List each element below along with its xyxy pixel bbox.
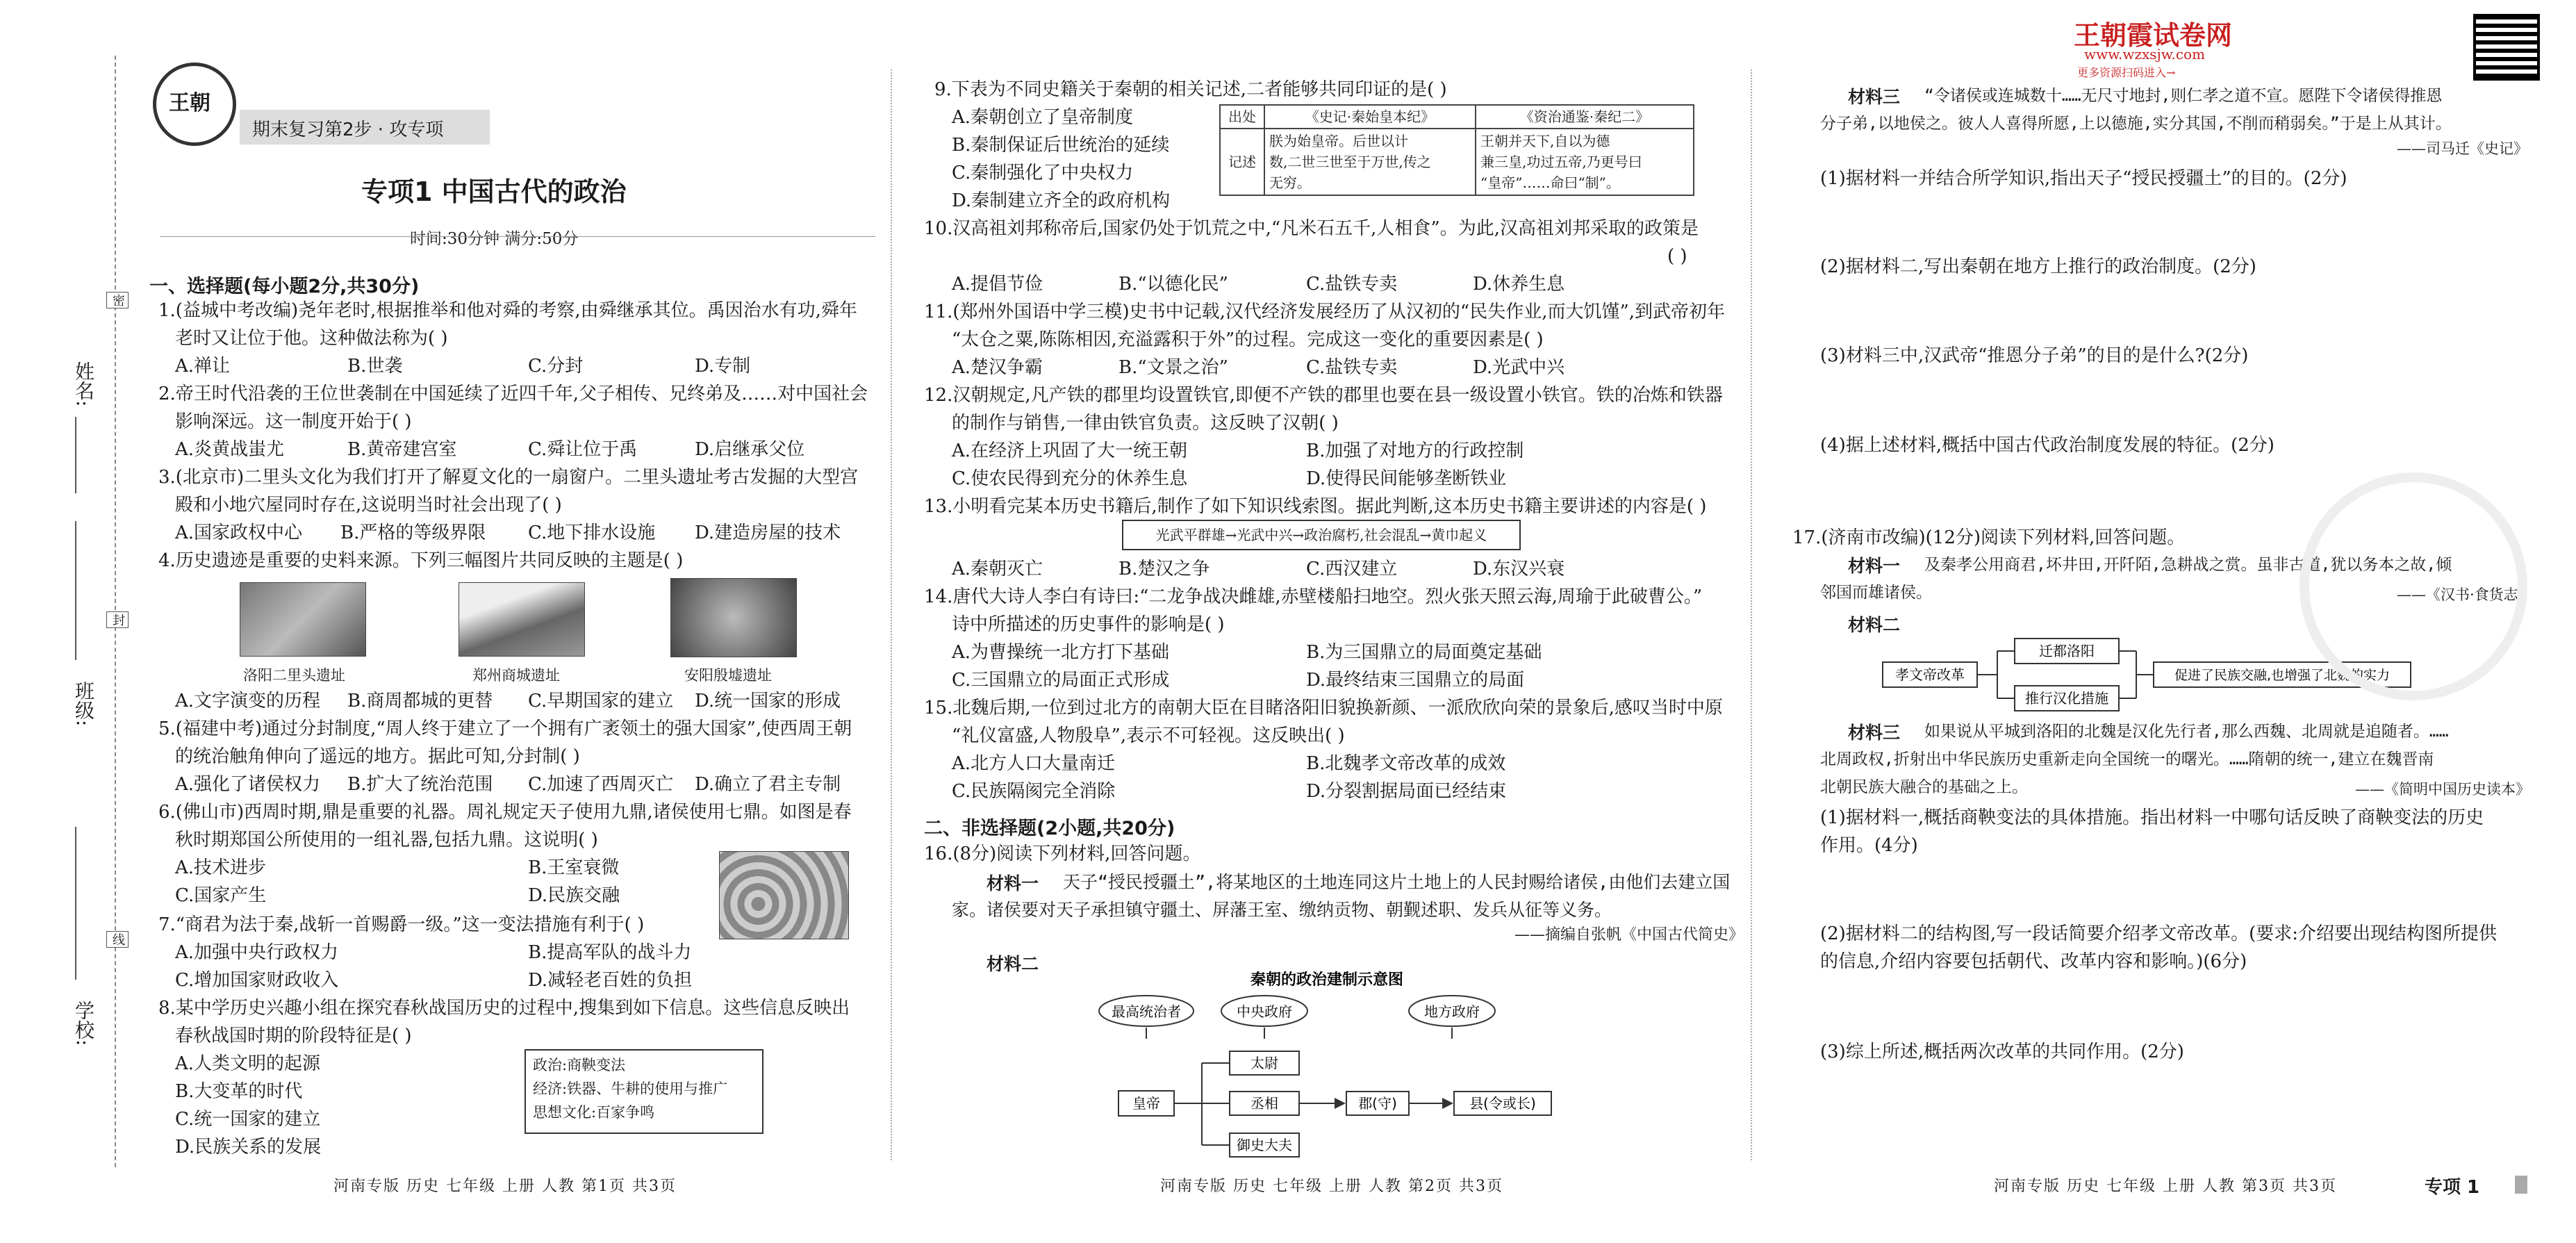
footer-page-2: 河南专版 历史 七年级 上册 人教 第2页 共3页	[1160, 1178, 1503, 1195]
q14-option-c[interactable]: C.三国鼎立的局面正式形成	[952, 670, 1170, 691]
q4-option-c[interactable]: C.早期国家的建立	[528, 691, 674, 711]
q17-ask-1-line1: (1)据材料一,概括商鞅变法的具体措施。指出材料一中哪句话反映了商鞅变法的历史	[1820, 807, 2484, 828]
class-field-blank[interactable]	[75, 521, 76, 660]
q9-source-table	[1219, 104, 1694, 196]
q8-option-c[interactable]: C.统一国家的建立	[175, 1109, 321, 1130]
reform-branch-right	[2119, 651, 2154, 698]
q13-option-a[interactable]: A.秦朝灭亡	[952, 559, 1043, 579]
class-field-label: 班级:	[72, 681, 95, 727]
q9-table-header-shiji: 《史记·秦始皇本纪》	[1264, 105, 1476, 129]
q11-line1: 11.(郑州外国语中学三模)史书中记载,汉代经济发展经历了从汉初的“民失作业,而大饥馑”,到武帝初年	[924, 302, 1726, 322]
q16-material1-label: 材料一	[986, 873, 1039, 894]
qr-code-icon[interactable]	[2473, 14, 2540, 81]
reform-branch-left	[1977, 651, 2015, 698]
q13-option-b[interactable]: B.楚汉之争	[1118, 559, 1210, 579]
q17-ask-2-line1: (2)据材料二的结构图,写一段话简要介绍孝文帝改革。(要求:介绍要出现结构图所提供	[1820, 923, 2497, 944]
q7-option-d[interactable]: D.减轻老百姓的负担	[528, 970, 693, 991]
q2-line1: 2.帝王时代沿袭的王位世袭制在中国延续了近四千年,父子相传、兄终弟及……对中国社会	[158, 384, 868, 404]
q10-line2: ( )	[1667, 246, 1687, 267]
ding-set-image	[719, 851, 849, 939]
reform-mid1: 迁都洛阳	[2039, 643, 2095, 659]
q6-option-d[interactable]: D.民族交融	[528, 885, 620, 906]
q12-option-d[interactable]: D.使得民间能够垄断铁业	[1306, 468, 1507, 489]
node-central-gov: 中央政府	[1237, 1003, 1292, 1020]
q15-line1: 15.北魏后期,一位到过北方的南朝大臣在目睹洛阳旧貌换新颜、一派欣欣向荣的景象后,感叹当时中原	[924, 698, 1723, 718]
q9-option-b[interactable]: B.秦制保证后世统治的延续	[952, 135, 1170, 156]
q9-table-cell-shiji	[1264, 129, 1476, 195]
q9-shiji-line3: 无穷。	[1269, 174, 1311, 191]
node-jun: 郡(守)	[1358, 1095, 1397, 1112]
q16-material1-line1: 天子“授民授疆土”,将某地区的土地连同这片土地上的人民封赐给诸侯,由他们去建立国	[1063, 872, 1731, 892]
q13-option-c[interactable]: C.西汉建立	[1306, 559, 1398, 579]
q8-option-a[interactable]: A.人类文明的起源	[175, 1053, 321, 1074]
zhengzhou-site-image	[459, 582, 585, 657]
q8-box-line1: 政治:商鞅变法	[533, 1057, 626, 1073]
brand-tag: 更多资源扫码进入→	[2077, 66, 2176, 79]
watermark-seal	[2300, 472, 2527, 700]
q17-material3-line3: 北朝民族大融合的基础之上。	[1820, 778, 2028, 796]
q16-material3-line1: “令诸侯或连城数十……无尺寸地封,则仁孝之道不宣。愿陛下令诸侯得推恩	[1924, 87, 2443, 105]
q3-line2: 殿和小地穴屋同时存在,这说明当时社会出现了( )	[175, 495, 562, 516]
q12-option-a[interactable]: A.在经济上巩固了大一统王朝	[952, 441, 1188, 461]
q15-option-d[interactable]: D.分裂割据局面已经结束	[1306, 781, 1507, 802]
q12-option-c[interactable]: C.使农民得到充分的休养生息	[952, 468, 1188, 489]
q9-option-c[interactable]: C.秦制强化了中央权力	[952, 163, 1134, 183]
q16-ask-4: (4)据上述材料,概括中国古代政治制度发展的特征。(2分)	[1820, 435, 2274, 456]
school-field-blank[interactable]	[75, 827, 76, 980]
q17-material3-source: ——《简明中国历史读本》	[2355, 781, 2530, 798]
q15-option-a[interactable]: A.北方人口大量南迁	[952, 753, 1116, 774]
q3-option-c[interactable]: C.地下排水设施	[528, 522, 656, 543]
q10-option-b[interactable]: B.“以德化民”	[1118, 274, 1228, 295]
title-rule	[160, 236, 875, 237]
step-banner-text: 期末复习第2步 · 攻专项	[252, 120, 444, 140]
q3-line1: 3.(北京市)二里头文化为我们打开了解夏文化的一扇窗户。二里头遗址考古发掘的大型宫	[158, 467, 859, 488]
q4-caption-3: 安阳殷墟遗址	[684, 667, 772, 684]
q5-option-c[interactable]: C.加速了西周灭亡	[528, 774, 674, 795]
q5-line2: 的统治触角伸向了遥远的地方。据此可知,分封制( )	[175, 746, 580, 767]
erlitou-site-image	[240, 582, 366, 657]
footer-page-3: 河南专版 历史 七年级 上册 人教 第3页 共3页	[1994, 1178, 2337, 1195]
q13-option-d[interactable]: D.东汉兴衰	[1473, 559, 1565, 579]
q17-material1-line2: 邻国而雄诸侯。	[1820, 584, 1932, 602]
q5-option-a[interactable]: A.强化了诸侯权力	[175, 774, 321, 795]
q8-option-d[interactable]: D.民族关系的发展	[175, 1137, 322, 1158]
reform-right: 促进了民族交融,也增强了北魏的实力	[2174, 668, 2391, 683]
q10-option-c[interactable]: C.盐铁专卖	[1306, 274, 1398, 295]
footer-page-1: 河南专版 历史 七年级 上册 人教 第1页 共3页	[333, 1178, 677, 1195]
q17-material1-line1: 及秦孝公用商君,坏井田,开阡陌,急耕战之赏。虽非古道,犹以务本之故,倾	[1924, 556, 2452, 574]
q4-option-a[interactable]: A.文字演变的历程	[175, 691, 321, 711]
q17-material3-label: 材料三	[1848, 723, 1901, 743]
q14-option-a[interactable]: A.为曹操统一北方打下基础	[952, 642, 1170, 663]
q8-box-line2: 经济:铁器、牛耕的使用与推广	[533, 1080, 728, 1097]
node-supreme-ruler: 最高统治者	[1112, 1003, 1181, 1020]
fold-mark: 封	[106, 611, 129, 628]
column-divider-1	[891, 69, 892, 1160]
q9-table-cell-zizhi	[1476, 129, 1694, 195]
q5-line1: 5.(福建中考)通过分封制度,“周人终于建立了一个拥有广袤领土的强大国家”,使西周王朝	[158, 718, 852, 739]
q9-table-header-source: 出处	[1220, 105, 1264, 129]
column-divider-2	[1751, 69, 1752, 1160]
q17-material1-label: 材料一	[1848, 556, 1901, 576]
q10-option-d[interactable]: D.休养生息	[1473, 274, 1565, 295]
qin-political-system-diagram	[1091, 969, 1577, 1160]
q13-line1: 13.小明看完某本历史书籍后,制作了如下知识线索图。据此判断,这本历史书籍主要讲述的内容是( )	[924, 496, 1707, 517]
q7-option-a[interactable]: A.加强中央行政权力	[175, 942, 339, 963]
q8-line2: 春秋战国时期的阶段特征是( )	[175, 1026, 412, 1046]
q1-option-d[interactable]: D.专制	[695, 356, 751, 377]
node-chancellor: 丞相	[1250, 1095, 1278, 1112]
q9-option-d[interactable]: D.秦制建立齐全的政府机构	[952, 190, 1171, 211]
q3-option-b[interactable]: B.严格的等级界限	[340, 522, 486, 543]
q16-ask-2: (2)据材料二,写出秦朝在地方上推行的政治制度。(2分)	[1820, 256, 2256, 277]
q9-table-header-zizhi: 《资治通鉴·秦纪二》	[1476, 105, 1694, 129]
q17-material1-source: ——《汉书·食货志》	[2397, 586, 2533, 603]
line-mark: 线	[106, 931, 129, 948]
q16-material1-line2: 家。诸侯要对天子承担镇守疆土、屏藩王室、缴纳贡物、朝觐述职、发兵从征等义务。	[952, 900, 1612, 920]
q15-option-c[interactable]: C.民族隔阂完全消除	[952, 781, 1116, 802]
q12-option-b[interactable]: B.加强了对地方的行政控制	[1306, 441, 1524, 461]
node-taiwei: 太尉	[1250, 1055, 1278, 1071]
q7-line1: 7.“商君为法于秦,战斩一首赐爵一级。”这一变法措施有利于( )	[158, 914, 645, 935]
q3-option-a[interactable]: A.国家政权中心	[175, 522, 303, 543]
q6-option-c[interactable]: C.国家产生	[175, 885, 267, 906]
node-emperor: 皇帝	[1132, 1095, 1160, 1112]
brand-logo: 王朝	[153, 63, 236, 146]
q14-line1: 14.唐代大诗人李白有诗曰:“二龙争战决雌雄,赤壁楼船扫地空。烈火张天照云海,周瑜于此破曹公。”	[924, 586, 1703, 607]
school-field-label: 学校:	[72, 1001, 95, 1046]
q11-option-a[interactable]: A.楚汉争霸	[952, 357, 1043, 378]
q5-option-b[interactable]: B.扩大了统治范围	[347, 774, 493, 795]
brand-name: 王朝霞试卷网	[2074, 20, 2233, 51]
q8-option-b[interactable]: B.大变革的时代	[175, 1081, 303, 1102]
q6-line1: 6.(佛山市)西周时期,鼎是重要的礼器。周礼规定天子使用九鼎,诸侯使用七鼎。如图是春	[158, 802, 852, 823]
corner-tag: 专项 1	[2425, 1177, 2480, 1198]
name-field-label: 姓名:	[72, 361, 95, 407]
q16-intro: 16.(8分)阅读下列材料,回答问题。	[924, 843, 1201, 864]
q15-option-b[interactable]: B.北魏孝文帝改革的成效	[1306, 753, 1506, 774]
q1-option-a[interactable]: A.禅让	[175, 356, 231, 377]
page-title: 专项1 中国古代的政治	[361, 176, 627, 207]
q4-option-b[interactable]: B.商周都城的更替	[347, 691, 493, 711]
q16-ask-3: (3)材料三中,汉武帝“推恩分子弟”的目的是什么?(2分)	[1820, 345, 2249, 366]
q10-option-a[interactable]: A.提倡节俭	[952, 274, 1043, 295]
section1-heading: 一、选择题(每小题2分,共30分)	[149, 276, 420, 297]
q10-line1: 10.汉高祖刘邦称帝后,国家仍处于饥荒之中,“凡米石五千,人相食”。为此,汉高祖刘邦采取的政策是	[924, 218, 1699, 239]
q11-option-c[interactable]: C.盐铁专卖	[1306, 357, 1398, 378]
q1-line1: 1.(益城中考改编)尧年老时,根据推举和他对舜的考察,由舜继承其位。禹因治水有功,舜年	[158, 300, 857, 321]
step-banner	[240, 110, 490, 145]
q16-material3-label: 材料三	[1848, 87, 1901, 107]
q14-option-d[interactable]: D.最终结束三国鼎立的局面	[1306, 670, 1525, 691]
name-field-blank[interactable]	[75, 417, 76, 493]
q8-box-line3: 思想文化:百家争鸣	[533, 1104, 655, 1121]
reform-left: 孝文帝改革	[1895, 666, 1965, 683]
q16-material1-source: ——摘编自张帆《中国古代简史》	[1514, 926, 1744, 944]
reform-mid2: 推行汉化措施	[2025, 690, 2108, 707]
q7-option-c[interactable]: C.增加国家财政收入	[175, 970, 339, 991]
q17-ask-1-line2: 作用。(4分)	[1820, 835, 1918, 856]
q9-zizhi-line2: 兼三皇,功过五帝,乃更号曰	[1480, 154, 1642, 170]
q6-option-a[interactable]: A.技术进步	[175, 857, 267, 878]
q9-option-a[interactable]: A.秦朝创立了皇帝制度	[952, 107, 1134, 128]
q12-line1: 12.汉朝规定,凡产铁的郡里均设置铁官,即便不产铁的郡里也要在县一级设置小铁官。铁的冶炼和铁器	[924, 385, 1723, 406]
q1-line2: 老时又让位于他。这种做法称为( )	[175, 328, 448, 349]
q16-material3-line2: 分子弟,以地侯之。彼人人喜得所愿,上以德施,实分其国,不削而稍弱矣。”于是上从其计。	[1820, 115, 2452, 133]
q11-option-b[interactable]: B.“文景之治”	[1118, 357, 1228, 378]
q4-option-d[interactable]: D.统一国家的形成	[695, 691, 841, 711]
q14-line2: 诗中所描述的历史事件的影响是( )	[952, 614, 1225, 635]
node-xian: 县(令或长)	[1469, 1095, 1536, 1112]
q4-line1: 4.历史遗迹是重要的史料来源。下列三幅图片共同反映的主题是( )	[158, 550, 684, 571]
yinxu-site-image	[670, 578, 797, 657]
q1-option-b[interactable]: B.世袭	[347, 356, 403, 377]
q4-caption-1: 洛阳二里头遗址	[243, 667, 345, 684]
corner-tab	[2515, 1176, 2527, 1194]
node-censor: 御史大夫	[1237, 1137, 1292, 1153]
q16-ask-1: (1)据材料一并结合所学知识,指出天子“授民授疆土”的目的。(2分)	[1820, 168, 2347, 189]
q14-option-b[interactable]: B.为三国鼎立的局面奠定基础	[1306, 642, 1542, 663]
q12-line2: 的制作与销售,一律由铁官负责。这反映了汉朝( )	[952, 413, 1339, 434]
emperor-branches	[1174, 1063, 1230, 1145]
brand-url[interactable]: www.wzxsjw.com	[2084, 46, 2206, 63]
diagram-title: 秦朝的政治建制示意图	[1250, 971, 1404, 989]
q17-material3-line2: 北周政权,折射出中华民族历史重新走向全国统一的曙光。……隋朝的统一,建立在魏晋南	[1820, 750, 2434, 768]
q9-line1: 9.下表为不同史籍关于秦朝的相关记述,二者能够共同印证的是( )	[934, 79, 1447, 100]
q9-zizhi-line3: “皇帝”……命曰“制”。	[1480, 174, 1620, 191]
q17-ask-2-line2: 的信息,介绍内容要包括朝代、改革内容和影响。)(6分)	[1820, 951, 2247, 972]
q6-line2: 秋时期郑国公所使用的一组礼器,包括九鼎。这说明( )	[175, 830, 598, 850]
q2-option-c[interactable]: C.舜让位于禹	[528, 439, 638, 460]
q9-table-row-label: 记述	[1220, 129, 1264, 195]
q2-option-a[interactable]: A.炎黄战蚩尤	[175, 439, 285, 460]
q17-material3-line1: 如果说从平城到洛阳的北魏是汉化先行者,那么西魏、北周就是追随者。……	[1924, 723, 2449, 741]
q9-shiji-line2: 数,二世三世至于万世,传之	[1269, 154, 1431, 170]
q2-option-b[interactable]: B.黄帝建宫室	[347, 439, 457, 460]
q7-option-b[interactable]: B.提高军队的战斗力	[528, 942, 692, 963]
q4-caption-2: 郑州商城遗址	[472, 667, 560, 684]
q8-info-box	[525, 1049, 763, 1134]
q9-shiji-line1: 朕为始皇帝。后世以计	[1269, 133, 1408, 149]
seal-mark: 密	[106, 292, 129, 308]
q1-option-c[interactable]: C.分封	[528, 356, 584, 377]
q16-material2-label: 材料二	[986, 954, 1039, 974]
section2-heading: 二、非选择题(2小题,共20分)	[924, 818, 1175, 839]
q17-material2-label: 材料二	[1848, 615, 1901, 635]
time-score: 时间:30分钟 满分:50分	[410, 230, 579, 248]
q6-option-b[interactable]: B.王室衰微	[528, 857, 620, 878]
q17-ask-3: (3)综上所述,概括两次改革的共同作用。(2分)	[1820, 1042, 2184, 1062]
q11-option-d[interactable]: D.光武中兴	[1473, 357, 1565, 378]
q17-intro: 17.(济南市改编)(12分)阅读下列材料,回答问题。	[1792, 527, 2186, 548]
q2-line2: 影响深远。这一制度开始于( )	[175, 411, 412, 432]
q9-zizhi-line1: 王朝并天下,自以为德	[1480, 133, 1610, 149]
q3-option-d[interactable]: D.建造房屋的技术	[695, 522, 841, 543]
q8-line1: 8.某中学历史兴趣小组在探究春秋战国历史的过程中,搜集到如下信息。这些信息反映出	[158, 998, 850, 1019]
q2-option-d[interactable]: D.启继承父位	[695, 439, 805, 460]
q13-flow-box: 光武平群雄→光武中兴→政治腐朽,社会混乱→黄巾起义	[1122, 520, 1521, 550]
q5-option-d[interactable]: D.确立了君主专制	[695, 774, 841, 795]
q15-line2: “礼仪富盛,人物殷阜”,表示不可轻视。这反映出( )	[952, 725, 1345, 746]
q11-line2: “太仓之粟,陈陈相因,充溢露积于外”的过程。完成这一变化的重要因素是( )	[952, 329, 1544, 350]
q16-material3-source: ——司马迁《史记》	[2397, 140, 2528, 157]
node-local-gov: 地方政府	[1424, 1003, 1480, 1020]
